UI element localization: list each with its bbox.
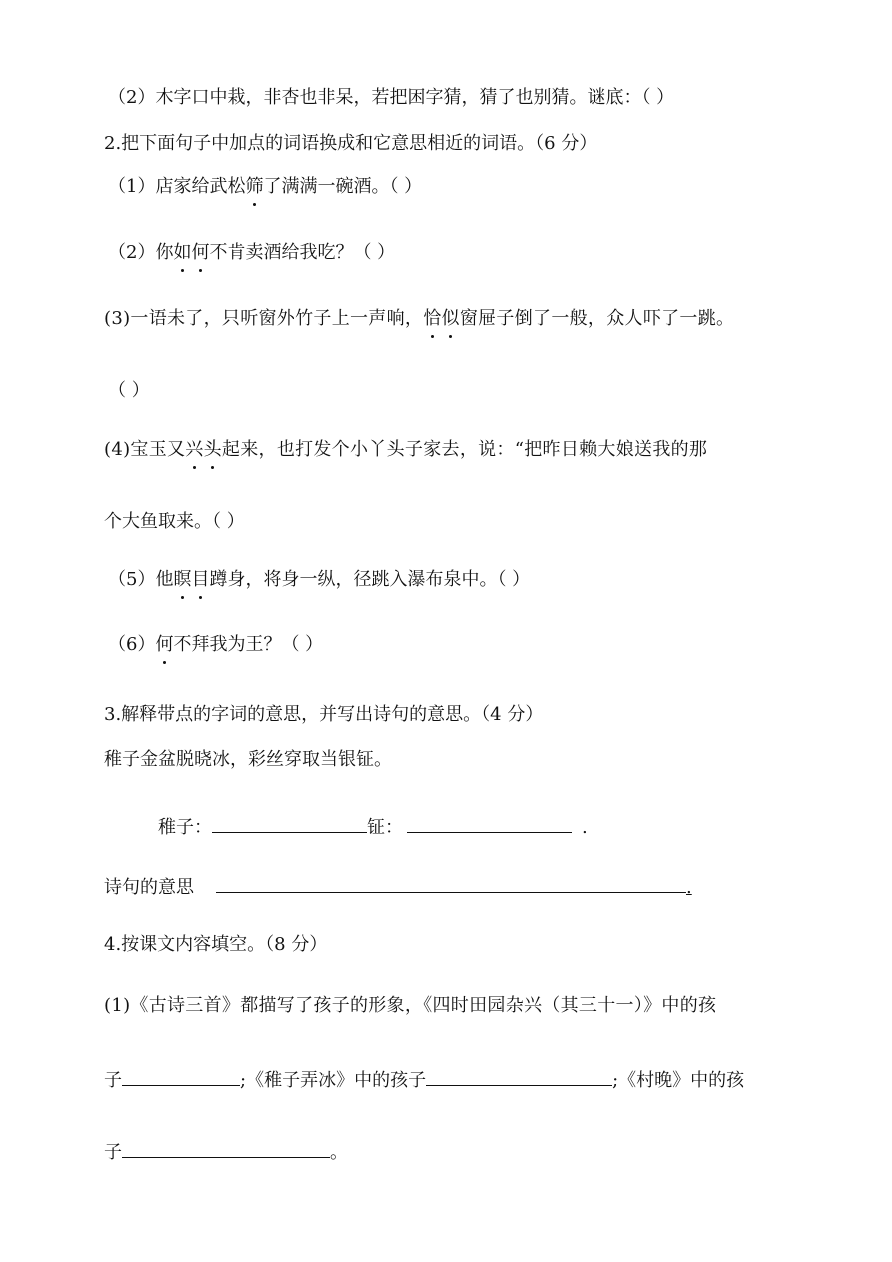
q4-line-2 bbox=[104, 1065, 744, 1094]
dotted-word: 瞑 bbox=[173, 567, 191, 593]
q4-l3-b: 。 bbox=[330, 1142, 348, 1163]
q2-s3-pre: (3)一语未了，只听窗外竹子上一声响， bbox=[104, 308, 424, 329]
meaning-label: 诗句的意思 bbox=[104, 877, 194, 898]
q2-sentence-1 bbox=[108, 174, 422, 200]
dotted-word: 何 bbox=[191, 240, 209, 266]
definition-line bbox=[158, 812, 588, 841]
dotted-word: 何 bbox=[155, 632, 173, 658]
answer-blank[interactable] bbox=[122, 1137, 330, 1158]
q2-sentence-4-cont: 个大鱼取来。（ ） bbox=[104, 511, 245, 532]
meaning-end: . bbox=[686, 877, 692, 898]
answer-blank[interactable] bbox=[212, 812, 367, 833]
q2-s4-pre: (4)宝玉又 bbox=[104, 439, 186, 460]
q2-s5-pre: （5）他 bbox=[108, 569, 174, 590]
q2-s1-pre: （1）店家给武松 bbox=[108, 176, 246, 197]
dotted-word: 头 bbox=[204, 437, 222, 463]
q2-sentence-4 bbox=[104, 437, 707, 463]
q2-s3-post: 窗屉子倒了一般，众人吓了一跳。 bbox=[459, 308, 735, 329]
dotted-word: 似 bbox=[442, 306, 460, 332]
answer-blank[interactable] bbox=[407, 812, 572, 833]
q4-l2-b: ;《稚子弄冰》中的孩子 bbox=[240, 1070, 427, 1091]
answer-blank[interactable] bbox=[122, 1065, 240, 1086]
dotted-word: 恰 bbox=[423, 306, 441, 332]
riddle-line: （2）木字口中栽，非杏也非呆，若把困字猜，猜了也别猜。谜底：（ ） bbox=[108, 87, 675, 108]
q2-sentence-2 bbox=[108, 240, 395, 266]
question-4-title: 4.按课文内容填空。（8 分） bbox=[104, 934, 328, 955]
q2-s1-post: 了满满一碗酒。（ ） bbox=[263, 176, 423, 197]
q4-l2-c: ;《村晚》中的孩 bbox=[612, 1070, 745, 1091]
def-label-a: 稚子： bbox=[158, 817, 212, 838]
q2-s2-pre: （2）你 bbox=[108, 242, 174, 263]
dotted-word: 如 bbox=[173, 240, 191, 266]
dotted-word: 兴 bbox=[185, 437, 203, 463]
def-end: . bbox=[582, 817, 588, 838]
q4-l2-a: 子 bbox=[104, 1070, 122, 1091]
answer-blank[interactable] bbox=[426, 1065, 612, 1086]
q4-line-1: (1)《古诗三首》都描写了孩子的形象，《四时田园杂兴（其三十一）》中的孩 bbox=[104, 995, 717, 1016]
q4-line-3 bbox=[104, 1137, 348, 1166]
q2-s6-post: 不拜我为王？（ ） bbox=[173, 634, 324, 655]
q4-l3-a: 子 bbox=[104, 1142, 122, 1163]
dotted-word: 目 bbox=[191, 567, 209, 593]
q2-s5-post: 蹲身，将身一纵，径跳入瀑布泉中。（ ） bbox=[209, 569, 531, 590]
q2-s2-post: 不肯卖酒给我吃？（ ） bbox=[209, 242, 396, 263]
dotted-word: 筛 bbox=[245, 174, 263, 200]
q2-sentence-3 bbox=[104, 306, 734, 332]
q2-sentence-5 bbox=[108, 567, 530, 593]
q2-s4-post: 起来，也打发个小丫头子家去，说：“把昨日赖大娘送我的那 bbox=[221, 439, 708, 460]
q2-sentence-3-answer: （ ） bbox=[108, 380, 150, 401]
q2-sentence-6 bbox=[108, 632, 323, 658]
question-2-title: 2.把下面句子中加点的词语换成和它意思相近的词语。（6 分） bbox=[104, 133, 598, 154]
answer-blank[interactable] bbox=[216, 872, 686, 893]
q2-s6-pre: （6） bbox=[108, 634, 156, 655]
poem-meaning-line bbox=[104, 872, 692, 901]
question-3-title: 3.解释带点的字词的意思，并写出诗句的意思。（4 分） bbox=[104, 704, 544, 725]
poem-line: 稚子金盆脱晓冰，彩丝穿取当银钲。 bbox=[104, 749, 392, 770]
def-label-b: 钲： bbox=[367, 817, 403, 838]
